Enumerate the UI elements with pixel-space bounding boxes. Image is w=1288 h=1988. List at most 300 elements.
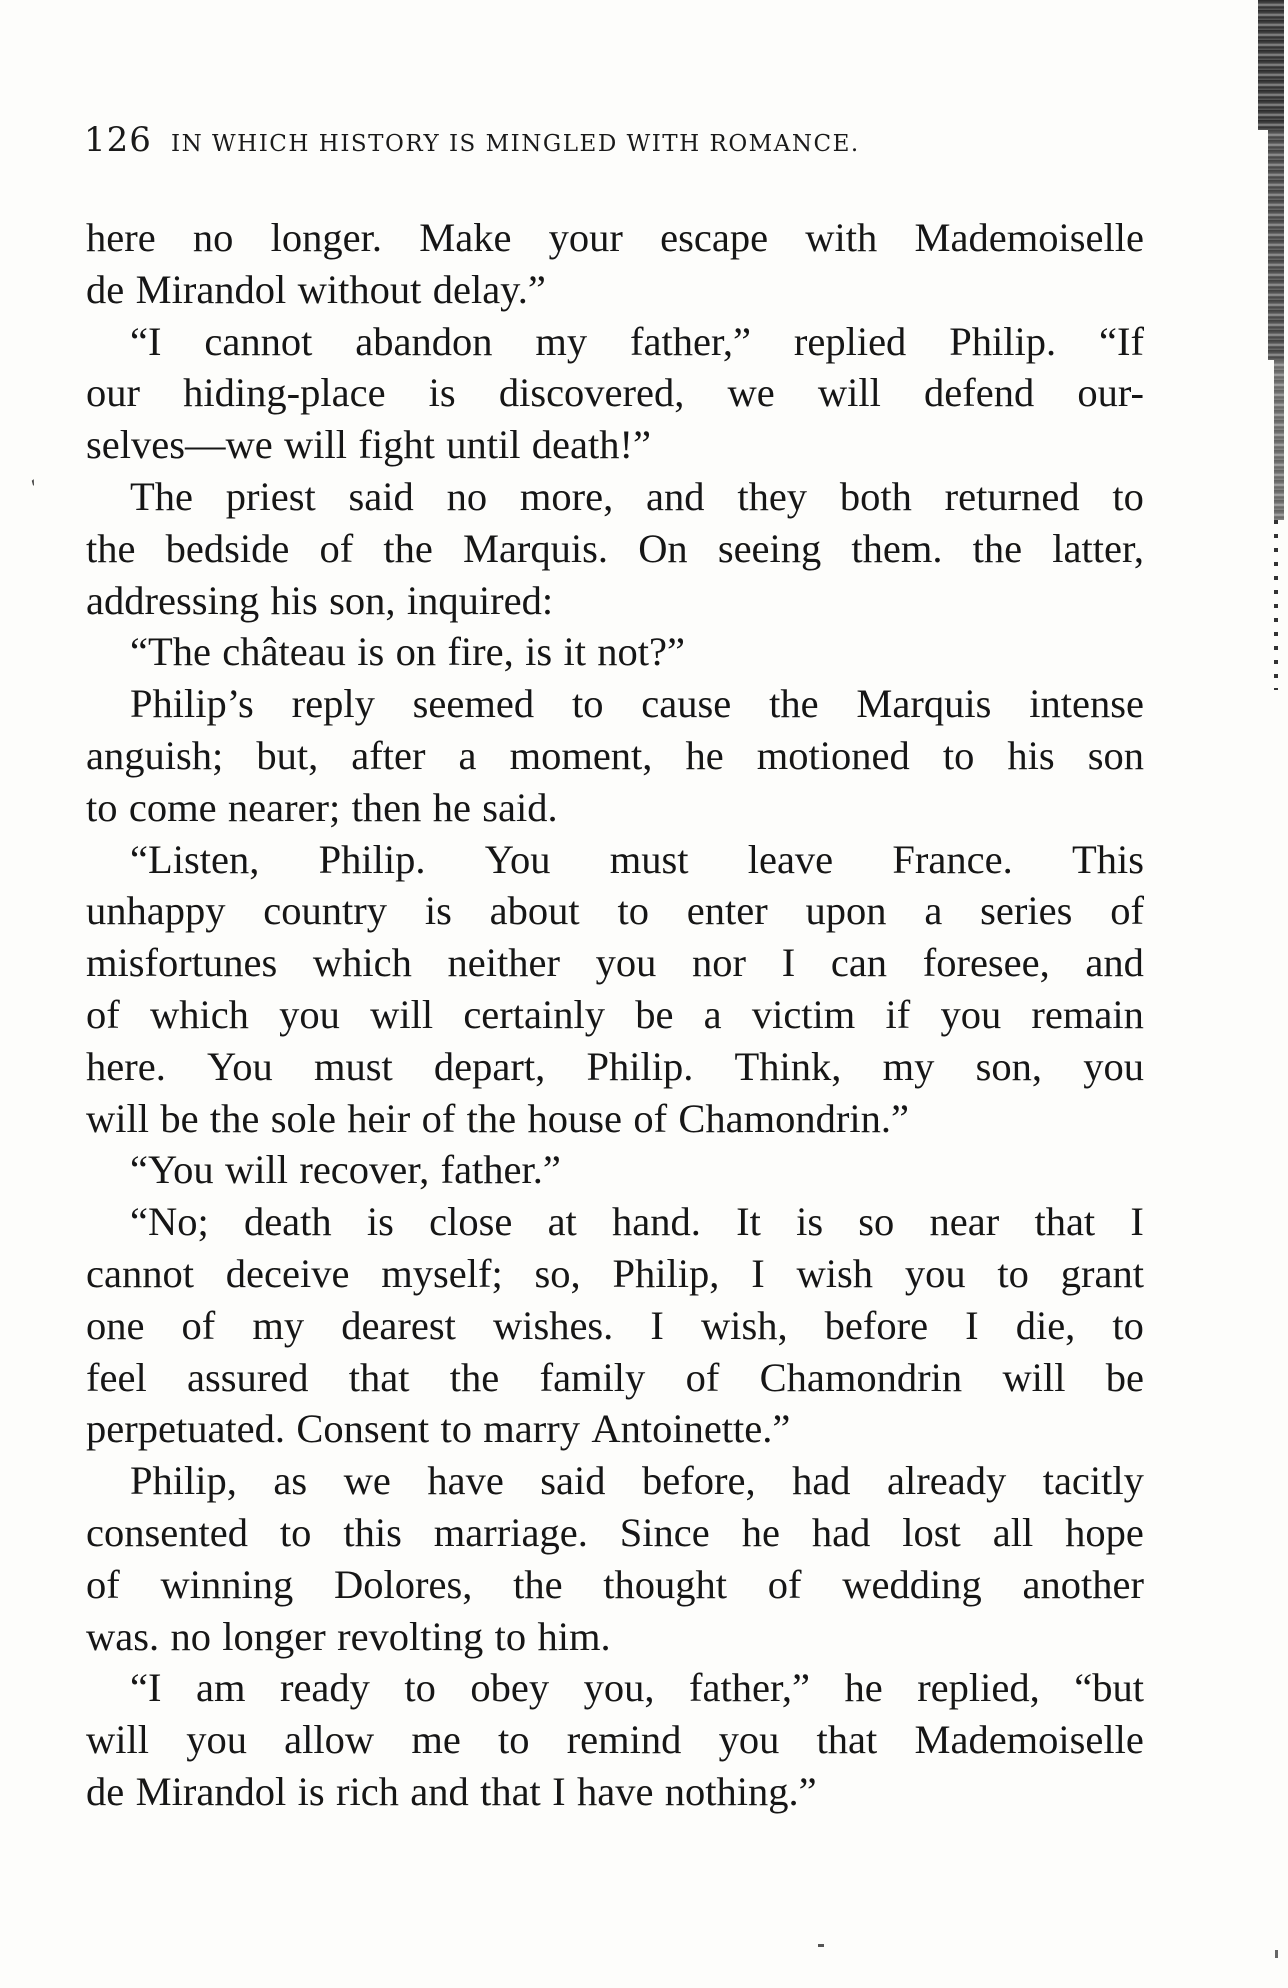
text-line [86,471,1144,523]
word: is [297,1768,325,1814]
word: is [525,629,553,675]
word: to [617,888,649,934]
word: discovered, [498,370,685,416]
word: longer [222,1613,326,1659]
text-line [86,419,1144,471]
word: Antoinette.” [591,1406,791,1452]
text-line [86,316,1144,368]
word: “but [1074,1665,1144,1711]
word: reply [291,681,375,727]
text-line [86,1507,1144,1559]
word: replied, [917,1665,1040,1711]
word: “I [130,1665,162,1711]
word: here. [86,1043,166,1089]
word: no [446,473,488,519]
word: close [429,1199,513,1245]
text-line [86,367,1144,419]
word: one [86,1302,145,1348]
word: without [297,266,422,312]
scan-edge-strip [1258,0,1284,130]
word: we [727,370,775,416]
word: son, [975,1043,1042,1089]
text-line [86,1766,1144,1818]
word: both [839,473,912,519]
word: remind [566,1717,682,1763]
word: The [130,473,193,519]
word: no [170,1613,211,1659]
word: depart, [433,1043,546,1089]
word: fight [358,422,435,468]
word: be [635,991,674,1037]
word: dearest [341,1302,456,1348]
word: addressing [86,577,260,623]
scan-edge-strip [1268,130,1284,360]
word: bedside [165,525,290,571]
word: marriage. [433,1509,588,1555]
word: Chamondrin [759,1354,963,1400]
text-line [86,264,1144,316]
word: This [1071,836,1144,882]
word: no [192,215,234,260]
word: of [767,1561,802,1607]
word: and [410,1768,469,1814]
word: anguish; [86,732,224,778]
word: I [552,1768,566,1814]
word: is [428,370,456,416]
word: misfortunes [86,940,278,986]
word: It [736,1199,761,1245]
word: be [160,1095,199,1141]
word: to [86,784,118,830]
word: him. [537,1613,611,1659]
word: die, [1015,1302,1076,1348]
word: then [351,784,422,830]
word: of [319,525,354,571]
text-line [86,1714,1144,1766]
text-line [86,1662,1144,1714]
word: a [458,732,477,778]
word: to [497,1717,530,1763]
scan-edge-strip [1274,360,1284,520]
word: will [284,422,348,468]
word: until [446,422,521,468]
text-line [86,1041,1144,1093]
word: to [1112,473,1144,519]
word: he [432,784,471,830]
word: to [404,1665,436,1711]
text-line [86,937,1144,989]
word: so, [534,1250,581,1296]
word: nor [692,940,747,986]
word: latter, [1052,525,1144,571]
word: family [539,1354,646,1400]
word: must [609,836,689,882]
word: “Listen, [130,836,260,882]
word: our [86,370,140,416]
word: them. [851,525,943,571]
word: seeing [717,525,822,571]
word: perpetuated. [86,1406,286,1452]
word: to [440,1406,472,1452]
text-line [86,212,1144,264]
word: me [411,1717,461,1763]
word: to [997,1250,1029,1296]
word: the [513,1561,563,1607]
word: wedding [842,1561,982,1607]
word: defend [924,370,1035,416]
text-line [86,1144,1144,1196]
word: can [830,940,888,986]
word: to [571,681,604,727]
word: of [1110,888,1144,934]
word: so [858,1199,895,1245]
word: that [816,1717,878,1763]
word: de [86,1768,125,1814]
word: wishes. [492,1302,614,1348]
word: on [395,629,437,675]
word: you [279,991,340,1037]
word: is [424,888,452,934]
page-header [84,120,1084,160]
word: the [449,1354,500,1400]
word: Philip. [949,318,1057,364]
word: of [86,1561,120,1607]
word: a [924,888,943,934]
running-head: IN WHICH HISTORY IS MINGLED WITH ROMANCE. [171,131,860,157]
word: recover, [299,1147,430,1193]
word: enter [686,888,768,934]
word: said [540,1458,606,1504]
word: of [181,1302,216,1348]
word: lost [902,1509,961,1555]
word: the [466,1095,517,1141]
word: escape [660,215,769,260]
margin-tick-mark: ′ [27,475,51,503]
word: that [348,1354,410,1400]
word: will [86,1717,150,1763]
text-line [86,626,1144,678]
word: hand. [612,1199,701,1245]
word: I [650,1302,664,1348]
word: France. [892,836,1013,882]
word: You [484,836,551,882]
word: On [638,525,688,571]
word: “If [1099,318,1144,364]
word: sole [270,1095,336,1141]
page-number: 126 [84,120,152,160]
word: the [972,525,1023,571]
word: Mademoiselle [914,215,1144,260]
word: father.” [440,1147,561,1193]
word: he [844,1665,883,1711]
word: abandon [355,318,493,364]
word: near [929,1199,1000,1245]
word: to [494,1613,527,1659]
word: “The [130,629,211,675]
word: château [222,629,346,675]
word: revolting [337,1613,484,1659]
word: we [343,1458,391,1504]
word: son, [329,577,396,623]
text-line [86,782,1144,834]
word: Mirandol [135,266,287,312]
word: hope [1065,1509,1144,1555]
word: thought [603,1561,728,1607]
word: selves—we [86,422,273,468]
text-line [86,834,1144,886]
word: death [243,1199,332,1245]
word: nothing.” [664,1768,817,1814]
word: you [718,1717,780,1763]
word: which [312,940,412,986]
word: father,” [689,1665,810,1711]
word: have [427,1458,504,1504]
word: you [904,1250,966,1296]
word: Consent [296,1406,430,1452]
word: before [824,1302,929,1348]
word: to [942,732,975,778]
word: longer. [270,215,382,260]
word: come [128,784,217,830]
word: said. [482,784,558,830]
word: “You [130,1147,214,1193]
word: his [270,577,318,623]
word: will [817,370,881,416]
text-line [86,1196,1144,1248]
word: the [209,1095,260,1141]
word: but, [256,732,319,778]
word: upon [805,888,887,934]
word: unhappy [86,888,226,934]
word: more, [519,473,614,519]
word: country [263,888,388,934]
word: I [781,940,796,986]
word: he [685,732,724,778]
word: was. [86,1613,160,1659]
word: cannot [86,1250,194,1296]
word: motioned [756,732,910,778]
word: allow [284,1717,375,1763]
word: they [737,473,808,519]
word: of [685,1354,720,1400]
word: “I [130,318,162,364]
word: the [86,525,136,571]
word: delay.” [432,266,546,312]
word: fire, [447,629,514,675]
word: his [1007,732,1055,778]
word: ready [279,1665,370,1711]
word: if [885,991,911,1037]
word: a [703,991,722,1037]
word: be [1105,1354,1144,1400]
word: cannot [204,318,313,364]
word: and [646,473,705,519]
word: our- [1077,370,1144,416]
word: my [882,1043,935,1089]
word: leave [747,836,834,882]
word: winning [160,1561,294,1607]
word: Think, [734,1043,842,1089]
word: priest [225,473,316,519]
word: deceive [225,1250,350,1296]
word: nearer; [227,784,341,830]
word: intense [1029,681,1144,727]
word: assured [187,1354,309,1400]
text-line [86,885,1144,937]
word: wish, [700,1302,788,1348]
word: which [149,991,249,1037]
text-line [86,730,1144,782]
text-line [86,1403,1144,1455]
word: your [548,215,623,260]
word: myself; [381,1250,503,1296]
word: hiding-place [183,370,386,416]
word: my [535,318,588,364]
word: that [480,1768,541,1814]
text-line [86,523,1144,575]
word: must [313,1043,393,1089]
word: here [86,215,156,260]
word: of [421,1095,456,1141]
text-line [86,678,1144,730]
word: am [195,1665,246,1711]
body-text [86,212,1144,1818]
word: had [811,1509,871,1555]
text-line [86,1352,1144,1404]
word: will [86,1095,150,1141]
word: father,” [630,318,751,364]
word: I [1130,1199,1144,1245]
word: wish [796,1250,874,1296]
word: “No; [130,1199,209,1245]
word: the [383,525,433,571]
word: about [489,888,580,934]
scan-edge-dots [1274,520,1278,690]
word: grant [1060,1250,1144,1296]
word: Philip. [318,836,426,882]
word: Marquis [856,681,992,727]
word: I [751,1250,765,1296]
word: house [527,1095,622,1141]
word: this [343,1509,402,1555]
word: my [252,1302,305,1348]
word: is [357,629,385,675]
word: feel [86,1354,147,1400]
word: heir [347,1095,411,1141]
word: you [1083,1043,1144,1089]
word: Since [619,1509,710,1555]
word: foresee, [922,940,1050,986]
text-line [86,575,1144,627]
word: you, [583,1665,655,1711]
text-line [86,989,1144,1041]
word: all [992,1509,1034,1555]
word: will [1002,1354,1066,1400]
word: he [741,1509,780,1555]
word: series [980,888,1073,934]
bottom-speck [818,1944,824,1947]
word: to [1112,1302,1144,1348]
word: son [1087,732,1144,778]
word: is [366,1199,394,1245]
text-line [86,1093,1144,1145]
word: death!” [531,422,651,468]
text-line [86,1248,1144,1300]
word: remain [1031,991,1144,1037]
word: have [576,1768,654,1814]
text-line [86,1300,1144,1352]
word: cause [641,681,732,727]
word: Philip, [612,1250,720,1296]
word: inquired: [406,577,554,623]
word: victim [751,991,856,1037]
word: Philip, [130,1458,237,1504]
word: Mirandol [135,1768,287,1814]
word: you [595,940,657,986]
word: rich [335,1768,399,1814]
word: another [1022,1561,1144,1607]
word: Chamondrin.” [678,1095,909,1141]
word: obey [470,1665,550,1711]
word: and [1085,940,1144,986]
word: the [769,681,819,727]
word: marry [483,1406,580,1452]
word: with [805,215,878,260]
word: replied [793,318,907,364]
text-line [86,1455,1144,1507]
word: said [348,473,414,519]
word: certainly [463,991,605,1037]
word: at [547,1199,577,1245]
word: to [279,1509,312,1555]
scan-edge-artifact [1254,0,1288,880]
word: consented [86,1509,248,1555]
word: that [1034,1199,1096,1245]
word: Make [419,215,512,260]
word: not?” [597,629,685,675]
word: will [370,991,434,1037]
word: you [940,991,1002,1037]
word: de [86,266,125,312]
word: Philip’s [130,681,254,727]
word: returned [944,473,1080,519]
word: it [563,629,586,675]
text-line [86,1611,1144,1663]
word: of [86,991,120,1037]
word: of [633,1095,668,1141]
word: is [796,1199,824,1245]
word: will [225,1147,289,1193]
word: had [792,1458,851,1504]
word: seemed [412,681,535,727]
word: before, [642,1458,756,1504]
word: Dolores, [333,1561,473,1607]
word: You [207,1043,273,1089]
word: I [965,1302,979,1348]
word: Philip. [586,1043,694,1089]
word: moment, [509,732,653,778]
word: after [351,732,426,778]
corner-speck [1275,1950,1278,1958]
word: you [186,1717,247,1763]
text-line [86,1559,1144,1611]
word: as [273,1458,308,1504]
word: tacitly [1042,1458,1144,1504]
word: already [887,1458,1007,1504]
word: Marquis. [462,525,609,571]
word: Mademoiselle [914,1717,1144,1763]
word: neither [447,940,560,986]
